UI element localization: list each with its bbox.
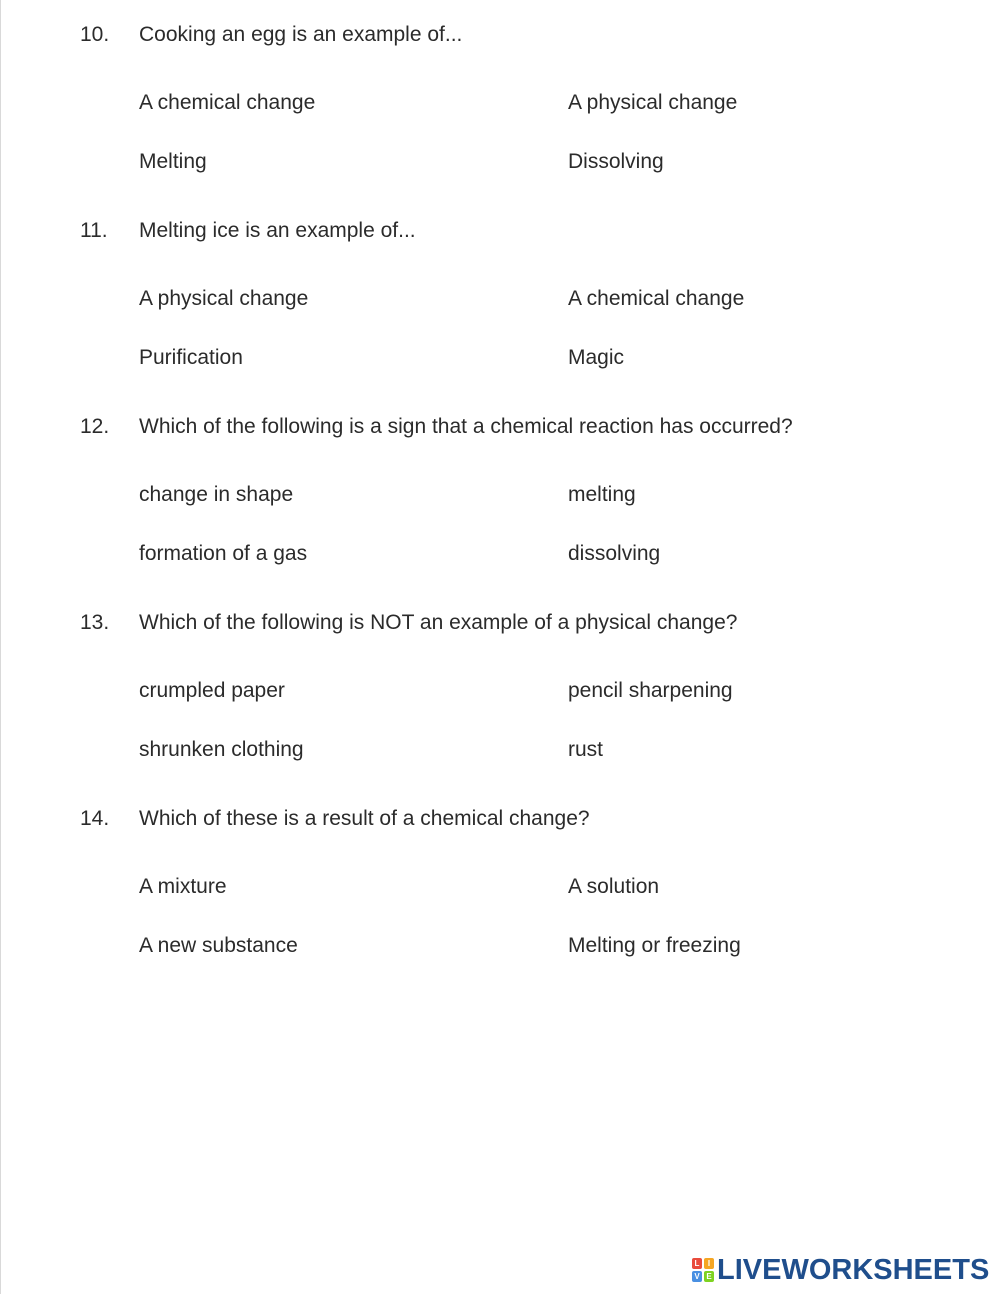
answer-option[interactable]: A chemical change: [139, 91, 316, 114]
answer-option[interactable]: shrunken clothing: [139, 738, 304, 761]
answer-option[interactable]: Magic: [568, 346, 625, 369]
question-text: Melting ice is an example of...: [139, 219, 416, 242]
answer-option[interactable]: A new substance: [139, 934, 298, 957]
question-text: Which of the following is a sign that a chemical reaction has occurred?: [139, 415, 793, 438]
logo-text: LIVEWORKSHEETS: [717, 1254, 990, 1286]
question-10: [0, 22, 1000, 192]
answer-option[interactable]: A physical change: [568, 91, 738, 114]
question-number: 11.: [80, 219, 108, 242]
logo-mark-tile: V: [692, 1271, 702, 1282]
answer-option[interactable]: formation of a gas: [139, 542, 308, 565]
question-text: Cooking an egg is an example of...: [139, 23, 463, 46]
question-13: [0, 610, 1000, 780]
answer-option[interactable]: change in shape: [139, 483, 294, 506]
logo-mark-tile: E: [704, 1271, 714, 1282]
question-number: 14.: [80, 807, 110, 830]
question-12: [0, 414, 1000, 584]
answer-option[interactable]: Dissolving: [568, 150, 664, 173]
liveworksheets-logo: [692, 1254, 989, 1286]
question-14: [0, 806, 1000, 976]
logo-mark-tile: I: [704, 1258, 714, 1269]
answer-option[interactable]: melting: [568, 483, 636, 506]
question-11: [0, 218, 1000, 388]
question-text: Which of these is a result of a chemical change?: [139, 807, 590, 830]
answer-option[interactable]: A solution: [568, 875, 660, 898]
answer-option[interactable]: pencil sharpening: [568, 679, 733, 702]
answer-option[interactable]: dissolving: [568, 542, 661, 565]
question-number: 10.: [80, 23, 110, 46]
answer-option[interactable]: crumpled paper: [139, 679, 285, 702]
answer-option[interactable]: A mixture: [139, 875, 227, 898]
question-number: 13.: [80, 611, 110, 634]
logo-mark-icon: [692, 1258, 714, 1282]
answer-option[interactable]: Purification: [139, 346, 243, 369]
answer-option[interactable]: Melting: [139, 150, 207, 173]
question-number: 12.: [80, 415, 110, 438]
answer-option[interactable]: A physical change: [139, 287, 309, 310]
answer-option[interactable]: rust: [568, 738, 604, 761]
question-text: Which of the following is NOT an example of a physical change?: [139, 611, 738, 634]
answer-option[interactable]: A chemical change: [568, 287, 745, 310]
answer-option[interactable]: Melting or freezing: [568, 934, 741, 957]
logo-mark-tile: L: [692, 1258, 702, 1269]
